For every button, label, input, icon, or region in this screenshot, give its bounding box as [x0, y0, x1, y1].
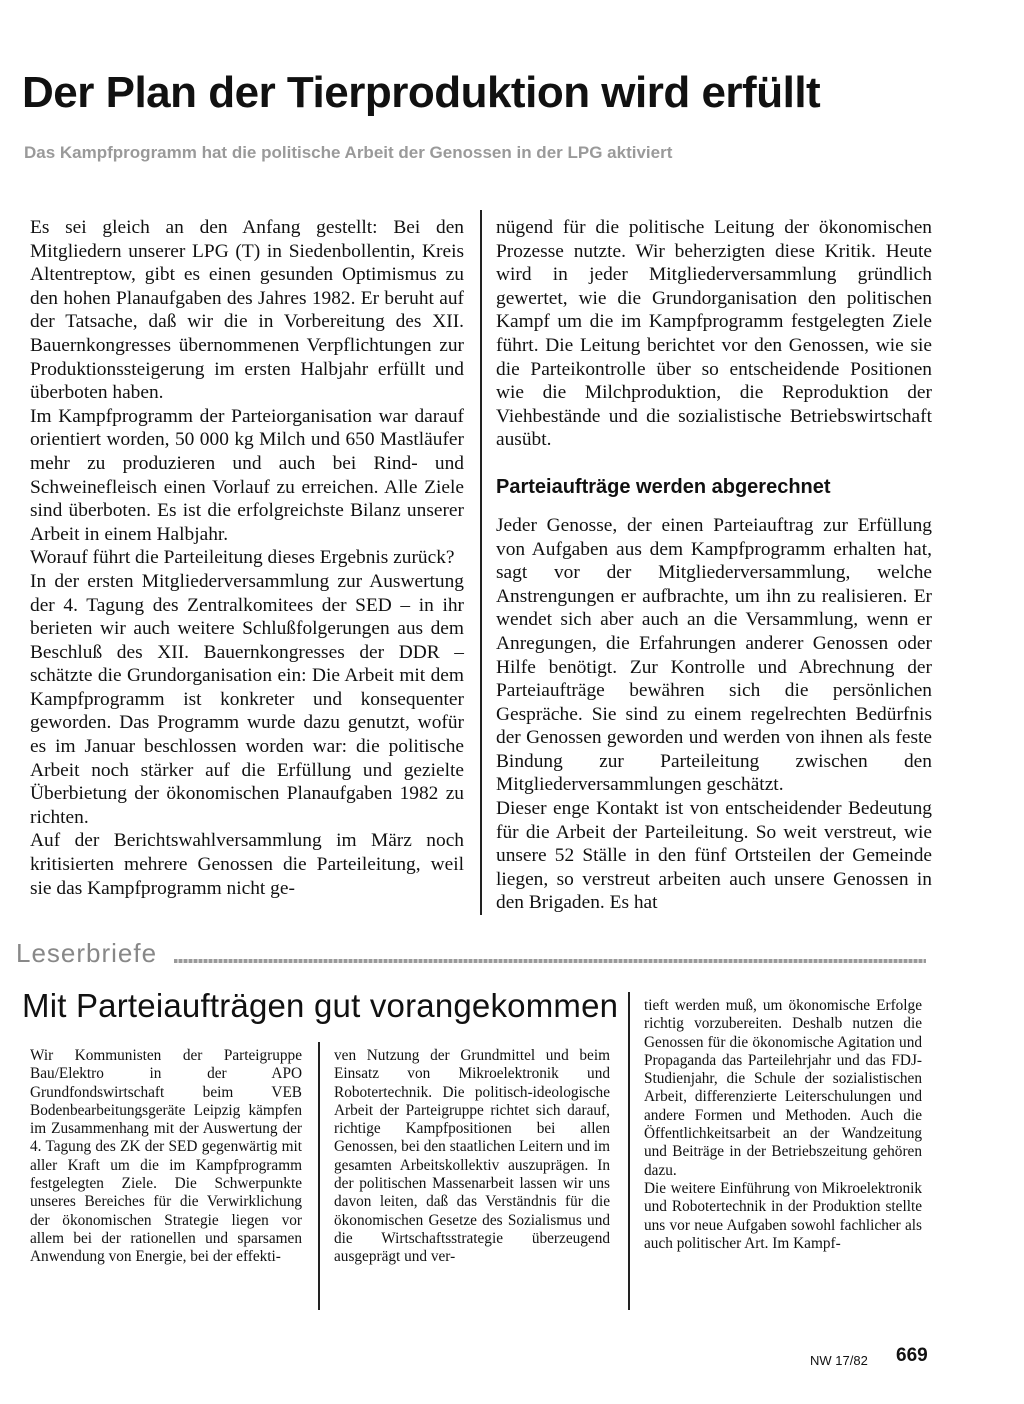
paragraph: Jeder Genosse, der einen Parteiauftrag zur Erfüllung von Aufgaben aus dem Kampfprogramm erhalten hat, sagt vor der Mitgliederversammlung, welche Anstrengungen er aufbrachte, um ihn zu realisieren. Er wendet sich aber auch an die Versammlung, wenn er Anregungen, die Erfahrungen anderer Genossen oder Hilfe benötigt. Zur Kontrolle und Abrechnung der Parteiaufträge bewähren sich die persönlichen Gespräche. Sie sind zu einem regelrechten Bedürfnis der Genossen geworden und werden von ihnen als feste Bindung zur Parteileitung zwischen den Mitgliederversammlungen geschätzt. [496, 514, 932, 796]
column-divider [318, 1042, 320, 1310]
paragraph: In der ersten Mitgliederversammlung zur Auswertung der 4. Tagung des Zentralkomitees der SED – in ihr berieten wir auch weitere Schlußfolgerungen aus dem Beschluß des XII. Bauernkongresses der DDR – schätzte die Grundorganisation ein: Die Arbeit mit dem Kampfprogramm ist konkreter und konsequenter geworden. Das Programm wurde dazu genutzt, wofür es im Januar beschlossen worden war: die politische Arbeit noch stärker auf die Erfüllung und gezielte Überbietung der ökonomischen Planaufgaben 1982 zu richten. [30, 570, 464, 828]
column-divider [628, 992, 630, 1310]
letters-column-1 [30, 1047, 302, 1267]
letters-title: Mit Parteiaufträgen gut vorangekommen [22, 987, 619, 1024]
article-column-2 [496, 216, 932, 915]
paragraph: Die weitere Einführung von Mikroelektronik und Robotertechnik in der Produktion stellte uns vor neue Aufgaben sowohl fachlicher als auch politischer Art. Im Kampf- [644, 1179, 922, 1252]
paragraph: ven Nutzung der Grundmittel und beim Einsatz von Mikroelektronik und Robotertechnik. Die politisch-ideologische Arbeit der Parteigruppe richtet sich darauf, richtige Kampfpositionen bei allen Genossen, bei den staatlichen Leitern und im gesamten Arbeitskollektiv auszuprägen. In der politischen Massenarbeit lassen wir uns davon leiten, daß das Verständnis für die ökonomischen Gesetze des Sozialismus und die Wirtschaftsstrategie überzeugend ausgeprägt und ver- [334, 1047, 610, 1266]
section-rule [174, 959, 926, 963]
article-title: Der Plan der Tierproduktion wird erfüllt [22, 68, 821, 117]
paragraph: Dieser enge Kontakt ist von entscheidender Bedeutung für die Arbeit der Parteileitung. So weit verstreut, wie unsere 52 Ställe in den fünf Ortsteilen der Gemeinde liegen, so verstreut arbeiten auch unsere Genossen in den Brigaden. Es hat [496, 798, 932, 914]
paragraph: nügend für die politische Leitung der ökonomischen Prozesse nutzte. Wir beherzigten diese Kritik. Heute wird in jeder Mitgliederversammlung gründlich gewertet, wie die Grundorganisation den politischen Kampf um die im Kampfprogramm festgelegten Ziele führt. Die Leitung berichtet vor den Genossen, wie sie die Parteikontrolle über so entscheidende Positionen wie die Milchproduktion, die Reproduktion der Viehbestände und die sozialistische Betriebswirtschaft ausübt. [496, 217, 932, 451]
paragraph: Es sei gleich an den Anfang gestellt: Bei den Mitgliedern unserer LPG (T) in Siedenbollentin, Kreis Altentreptow, gibt es einen gesunden Optimismus zu den hohen Planaufgaben des Jahres 1982. Er beruht auf der Tatsache, daß wir die in Vorbereitung des XII. Bauernkongresses übernommenen Verpflichtungen zur Produktionssteigerung im ersten Halbjahr erfüllt und überboten haben. [30, 217, 464, 404]
letters-column-3 [644, 997, 922, 1253]
section-label: Leserbriefe [16, 938, 158, 968]
paragraph: Worauf führt die Parteileitung dieses Ergebnis zurück? [30, 547, 455, 569]
article-column-1 [30, 216, 464, 900]
section-subheading: Parteiaufträge werden abgerechnet [496, 475, 831, 498]
paragraph: tieft werden muß, um ökonomische Erfolge richtig vorzubereiten. Deshalb nutzen die Genossen für die ökonomische Agitation und Propaganda das Parteilehrjahr und das FDJ-Studienjahr, die Schule der sozialistischen Arbeit, differenzierte Leiterschulungen und andere Formen und Methoden. Auch die Öffentlichkeitsarbeit an der Wandzeitung und Beiträge in der Betriebszeitung gehören dazu. [644, 997, 922, 1179]
paragraph: Auf der Berichtswahlversammlung im März noch kritisierten mehrere Genossen die Parteileitung, weil sie das Kampfprogramm nicht ge- [30, 830, 464, 899]
column-divider [480, 210, 482, 915]
paragraph: Im Kampfprogramm der Parteiorganisation war darauf orientiert worden, 50 000 kg Milch und 650 Mastläufer mehr zu produzieren und auch bei Rind- und Schweinefleisch einen Vorlauf zu erreichen. Alle Ziele sind überboten. Es ist die erfolgreichste Bilanz unserer Arbeit in einem Halbjahr. [30, 405, 464, 545]
letters-column-2 [334, 1047, 610, 1267]
issue-id: NW 17/82 [810, 1353, 868, 1368]
paragraph: Wir Kommunisten der Parteigruppe Bau/Elektro in der APO Grundfondswirtschaft beim VEB Bodenbearbeitungsgeräte Leipzig kämpfen im Zusammenhang mit der Auswertung der 4. Tagung des ZK der SED gegenwärtig mit aller Kraft um die im Kampfprogramm festgelegten Ziele. Die Schwerpunkte unseres Bereiches für die Verwirklichung der ökonomischen Strategie liegen vor allem bei der rationellen und sparsamen Anwendung von Energie, bei der effekti- [30, 1047, 302, 1266]
page-number: 669 [896, 1345, 928, 1366]
article-subtitle: Das Kampfprogramm hat die politische Arbeit der Genossen in der LPG aktiviert [24, 143, 673, 162]
